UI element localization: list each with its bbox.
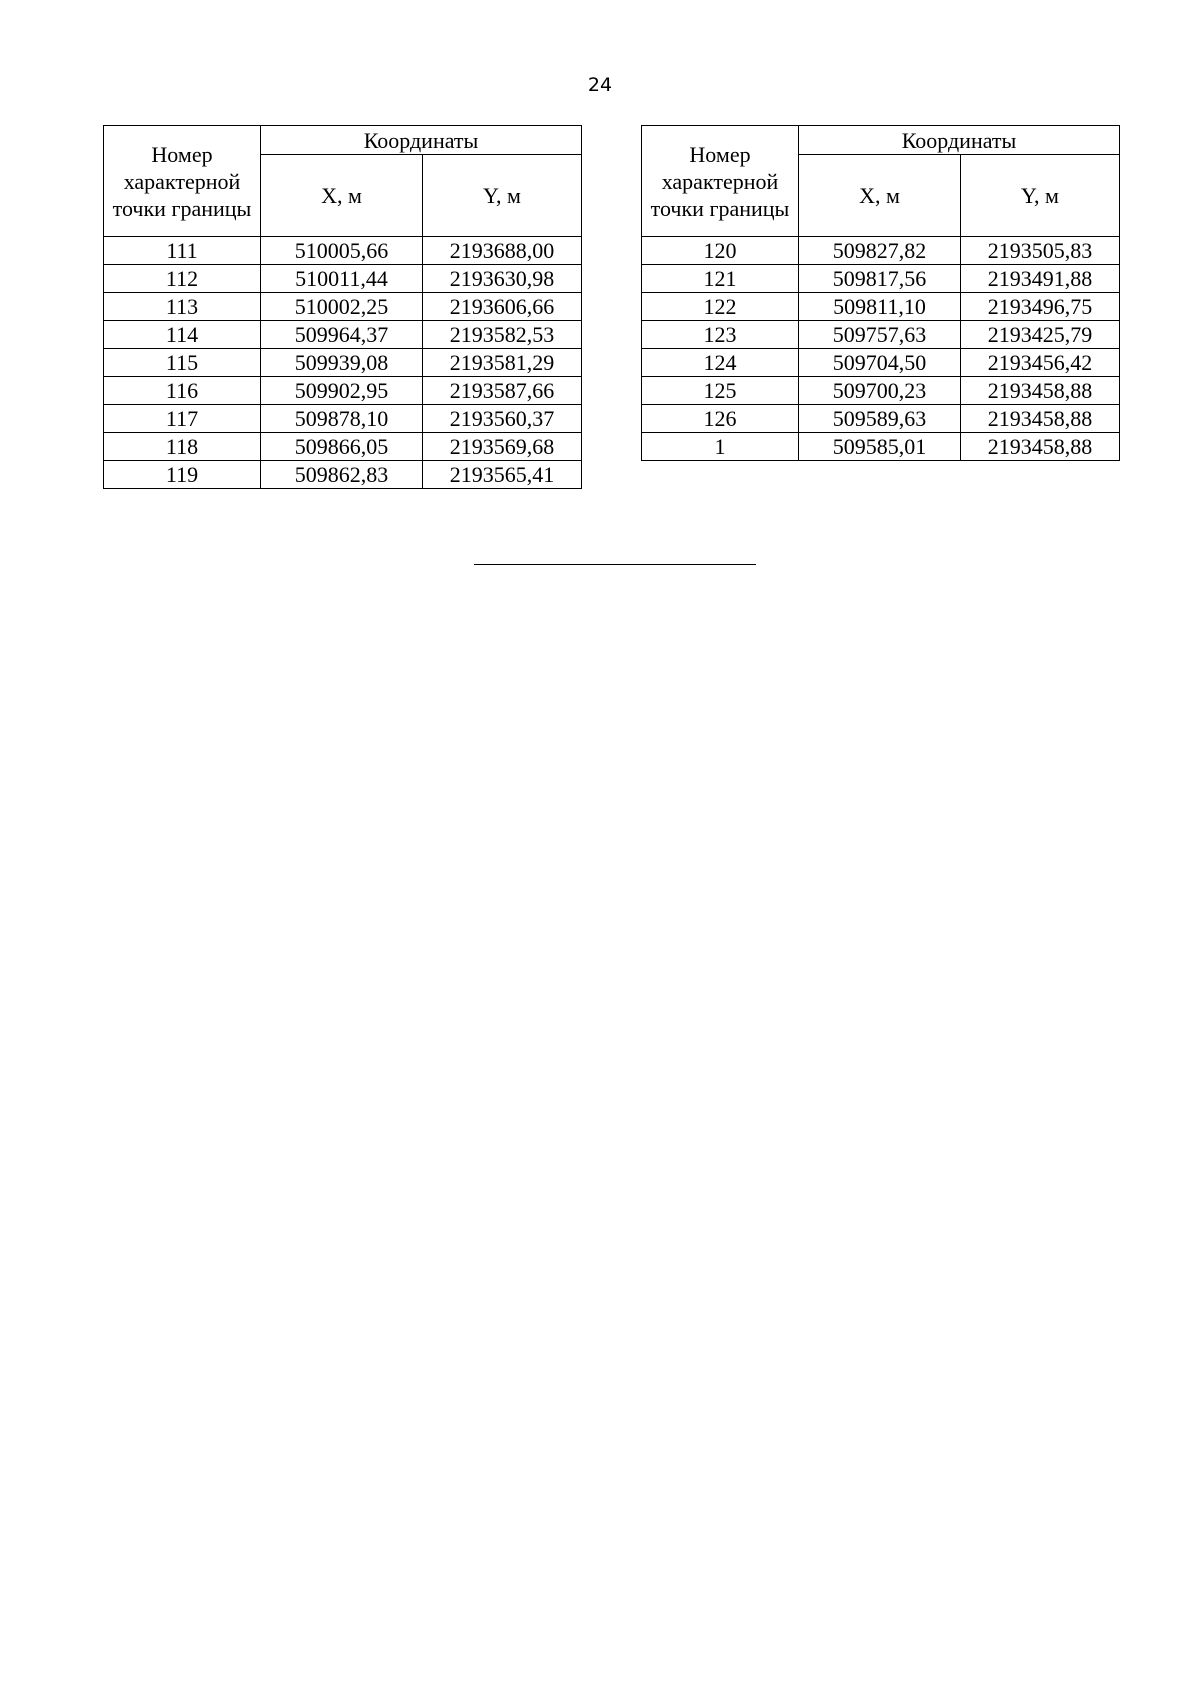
cell-point-number: 122 [642, 293, 799, 321]
table-body [642, 237, 1120, 461]
header-coordinates: Координаты [799, 126, 1120, 155]
cell-x: 510011,44 [261, 265, 423, 293]
cell-x: 510002,25 [261, 293, 423, 321]
coordinates-table-right [641, 125, 1120, 461]
table-row [642, 237, 1120, 265]
cell-x: 510005,66 [261, 237, 423, 265]
cell-x: 509700,23 [799, 377, 961, 405]
cell-point-number: 123 [642, 321, 799, 349]
cell-point-number: 113 [104, 293, 261, 321]
table-row [104, 293, 582, 321]
cell-point-number: 120 [642, 237, 799, 265]
cell-y: 2193458,88 [961, 377, 1120, 405]
cell-point-number: 117 [104, 405, 261, 433]
cell-y: 2193491,88 [961, 265, 1120, 293]
cell-x: 509866,05 [261, 433, 423, 461]
cell-point-number: 114 [104, 321, 261, 349]
table-row [104, 433, 582, 461]
cell-y: 2193606,66 [423, 293, 582, 321]
cell-point-number: 121 [642, 265, 799, 293]
cell-y: 2193458,88 [961, 405, 1120, 433]
cell-y: 2193456,42 [961, 349, 1120, 377]
table-row [642, 349, 1120, 377]
end-divider-line [474, 564, 756, 565]
table-row [642, 293, 1120, 321]
cell-point-number: 119 [104, 461, 261, 489]
cell-point-number: 126 [642, 405, 799, 433]
cell-point-number: 111 [104, 237, 261, 265]
header-y: Y, м [961, 155, 1120, 237]
header-x: X, м [261, 155, 423, 237]
cell-y: 2193458,88 [961, 433, 1120, 461]
cell-point-number: 116 [104, 377, 261, 405]
header-point-number: Номер характерной точки границы [104, 126, 261, 237]
header-y: Y, м [423, 155, 582, 237]
table-row [642, 265, 1120, 293]
table-row [104, 265, 582, 293]
table-row [642, 377, 1120, 405]
cell-point-number: 1 [642, 433, 799, 461]
cell-x: 509878,10 [261, 405, 423, 433]
cell-point-number: 118 [104, 433, 261, 461]
cell-x: 509704,50 [799, 349, 961, 377]
cell-x: 509827,82 [799, 237, 961, 265]
table-row [642, 433, 1120, 461]
cell-x: 509902,95 [261, 377, 423, 405]
cell-y: 2193496,75 [961, 293, 1120, 321]
cell-y: 2193565,41 [423, 461, 582, 489]
cell-x: 509589,63 [799, 405, 961, 433]
table-row [104, 405, 582, 433]
coordinates-table-left [103, 125, 582, 489]
cell-y: 2193582,53 [423, 321, 582, 349]
header-x: X, м [799, 155, 961, 237]
table-row [642, 405, 1120, 433]
cell-y: 2193569,68 [423, 433, 582, 461]
cell-point-number: 124 [642, 349, 799, 377]
cell-y: 2193581,29 [423, 349, 582, 377]
table-row [104, 349, 582, 377]
cell-y: 2193587,66 [423, 377, 582, 405]
page-number: 24 [587, 74, 613, 96]
cell-y: 2193560,37 [423, 405, 582, 433]
cell-point-number: 115 [104, 349, 261, 377]
cell-x: 509939,08 [261, 349, 423, 377]
header-coordinates: Координаты [261, 126, 582, 155]
cell-x: 509811,10 [799, 293, 961, 321]
table-row [104, 321, 582, 349]
cell-point-number: 112 [104, 265, 261, 293]
table-body [104, 237, 582, 489]
table-row [642, 321, 1120, 349]
cell-y: 2193505,83 [961, 237, 1120, 265]
cell-y: 2193688,00 [423, 237, 582, 265]
cell-x: 509585,01 [799, 433, 961, 461]
cell-x: 509964,37 [261, 321, 423, 349]
cell-point-number: 125 [642, 377, 799, 405]
header-point-number: Номер характерной точки границы [642, 126, 799, 237]
table-row [104, 461, 582, 489]
table-row [104, 237, 582, 265]
cell-x: 509757,63 [799, 321, 961, 349]
cell-x: 509862,83 [261, 461, 423, 489]
table-row [104, 377, 582, 405]
cell-y: 2193630,98 [423, 265, 582, 293]
cell-x: 509817,56 [799, 265, 961, 293]
cell-y: 2193425,79 [961, 321, 1120, 349]
